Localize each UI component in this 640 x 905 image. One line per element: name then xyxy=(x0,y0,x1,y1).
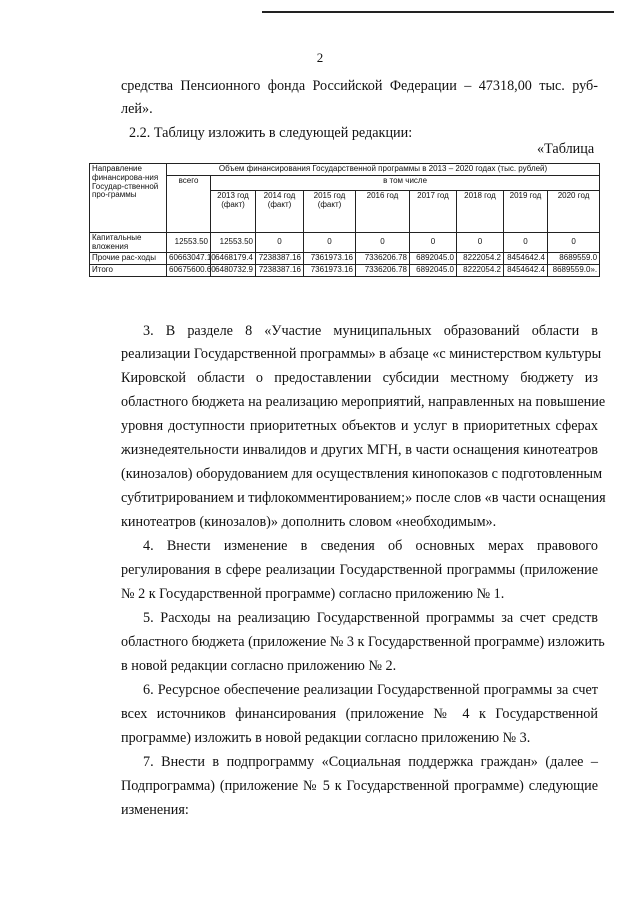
body-line: программе) изложить в новой редакции согласно приложению № 3. xyxy=(121,730,531,746)
cell-value: 8222054.2 xyxy=(457,265,504,277)
body-line: 5. Расходы на реализацию Государственной программы за счет средств xyxy=(143,610,598,626)
intro-line-3: 2.2. Таблицу изложить в следующей редакции: xyxy=(129,125,413,141)
cell-value: 7336206.78 xyxy=(356,253,410,265)
table-row xyxy=(90,265,600,277)
body-line: всех источников финансирования (приложение № 4 к Государственной xyxy=(121,706,598,722)
row-label: Прочие рас-ходы xyxy=(90,253,167,265)
cell-value: 0 xyxy=(410,232,457,253)
cell-value: 7361973.16 xyxy=(304,253,356,265)
row-label: Итого xyxy=(90,265,167,277)
cell-total: 12553.50 xyxy=(167,232,211,253)
cell-value: 6892045.0 xyxy=(410,253,457,265)
year-header: 2013 год (факт) xyxy=(211,190,256,232)
header-including: в том числе xyxy=(211,175,600,190)
cell-value: 0 xyxy=(548,232,600,253)
cell-value: 7238387.16 xyxy=(256,265,304,277)
cell-value: 0 xyxy=(304,232,356,253)
body-line: реализации Государственной программы» в абзаце «с министерством культуры xyxy=(121,346,602,362)
header-rule xyxy=(262,11,614,13)
body-line: изменения: xyxy=(121,802,189,818)
body-line: (кинозалов) оборудованием для осуществления кинопоказов с подготовленным xyxy=(121,466,603,482)
cell-value: 8689559.0 xyxy=(548,253,600,265)
cell-value: 6468179.4 xyxy=(211,253,256,265)
year-header: 2019 год xyxy=(504,190,548,232)
table-caption: «Таблица xyxy=(537,141,595,157)
header-volume: Объем финансирования Государственной программы в 2013 – 2020 годах (тыс. рублей) xyxy=(167,164,600,176)
year-header: 2018 год xyxy=(457,190,504,232)
cell-value: 6892045.0 xyxy=(410,265,457,277)
body-line: Подпрограмма) (приложение № 5 к Государственной программе) следующие xyxy=(121,778,598,794)
body-line: жизнедеятельности инвалидов и других МГН, в части оснащения кинотеатров xyxy=(121,442,598,458)
header-total: всего xyxy=(167,175,211,232)
cell-value: 6480732.9 xyxy=(211,265,256,277)
body-line: субтитрированием и тифлокомментированием;» после слов «в части оснащения xyxy=(121,490,606,506)
intro-line-1: средства Пенсионного фонда Российской Федерации – 47318,00 тыс. руб- xyxy=(121,78,598,94)
cell-total: 60663047.10 xyxy=(167,253,211,265)
table-row xyxy=(90,232,600,253)
body-line: регулирования в сфере реализации Государственной программы (приложение xyxy=(121,562,598,578)
year-header: 2015 год (факт) xyxy=(304,190,356,232)
cell-value: 8454642.4 xyxy=(504,265,548,277)
cell-value: 8454642.4 xyxy=(504,253,548,265)
table-row xyxy=(90,253,600,265)
body-line: 4. Внести изменение в сведения об основных мерах правового xyxy=(143,538,598,554)
financing-table xyxy=(89,163,600,277)
body-line: 7. Внести в подпрограмму «Социальная поддержка граждан» (далее – xyxy=(143,754,598,770)
cell-value: 12553.50 xyxy=(211,232,256,253)
body-line: кинотеатров (кинозалов)» дополнить словом «необходимым». xyxy=(121,514,497,530)
cell-total: 60675600.60 xyxy=(167,265,211,277)
body-line: уровня доступности приоритетных объектов и услуг в приоритетных сферах xyxy=(121,418,598,434)
body-line: областного бюджета на реализацию мероприятий, направленных на повышение xyxy=(121,394,606,410)
page-number: 2 xyxy=(316,50,324,65)
body-line: Кировской области о предоставлении субсидии местному бюджету из xyxy=(121,370,598,386)
intro-line-2: лей». xyxy=(121,101,153,117)
cell-value: 8222054.2 xyxy=(457,253,504,265)
body-line: № 2 к Государственной программе) согласно приложению № 1. xyxy=(121,586,505,602)
year-header: 2016 год xyxy=(356,190,410,232)
cell-value: 7361973.16 xyxy=(304,265,356,277)
cell-value: 0 xyxy=(356,232,410,253)
year-header: 2014 год (факт) xyxy=(256,190,304,232)
cell-value: 0 xyxy=(457,232,504,253)
body-line: в новой редакции согласно приложению № 2. xyxy=(121,658,397,674)
year-header: 2020 год xyxy=(548,190,600,232)
cell-value: 8689559.0». xyxy=(548,265,600,277)
year-header: 2017 год xyxy=(410,190,457,232)
cell-value: 0 xyxy=(504,232,548,253)
cell-value: 7238387.16 xyxy=(256,253,304,265)
body-line: 3. В разделе 8 «Участие муниципальных образований области в xyxy=(143,323,598,339)
cell-value: 7336206.78 xyxy=(356,265,410,277)
row-label: Капитальные вложения xyxy=(90,232,167,253)
cell-value: 0 xyxy=(256,232,304,253)
body-line: областного бюджета (приложение № 3 к Государственной программе) изложить xyxy=(121,634,605,650)
header-direction: Направление финансирова-ния Государ-ственной про-граммы xyxy=(90,164,167,233)
body-line: 6. Ресурсное обеспечение реализации Государственной программы за счет xyxy=(143,682,598,698)
